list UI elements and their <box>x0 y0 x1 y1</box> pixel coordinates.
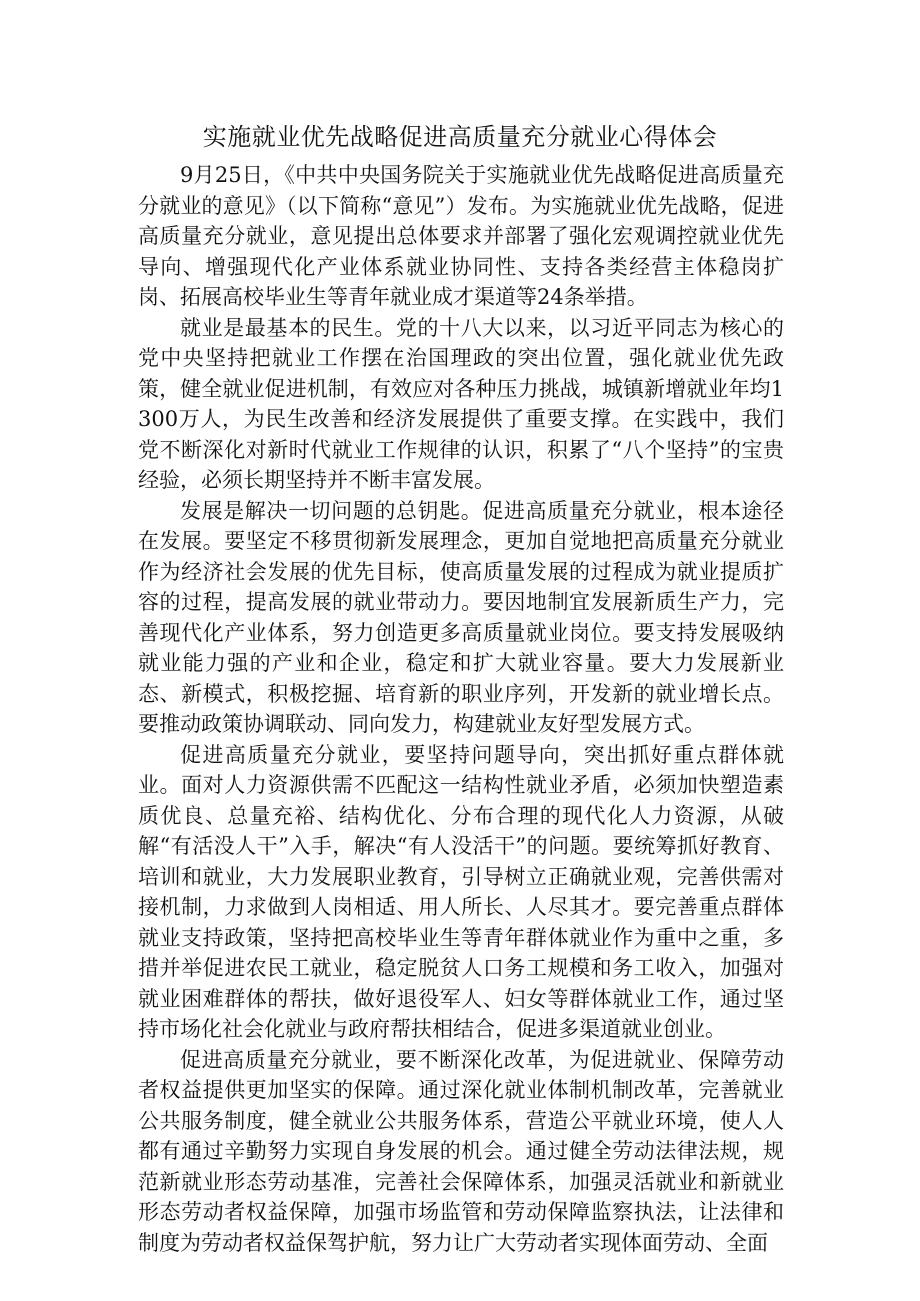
paragraph-1: 9月25日，《中共中央国务院关于实施就业优先战略促进高质量充分就业的意见》（以下简称“意见”）发布。为实施就业优先战略，促进高质量充分就业，意见提出总体要求并部署了强化宏观调控就业优先导向、增强现代化产业体系就业协同性、支持各类经营主体稳岗扩岗、拓展高校毕业生等青年就业成才渠道等24条举措。 <box>138 163 784 309</box>
paragraph-5: 促进高质量充分就业，要不断深化改革，为促进就业、保障劳动者权益提供更加坚实的保障。通过深化就业体制机制改革，完善就业公共服务制度，健全就业公共服务体系，营造公平就业环境，使人人都有通过辛勤努力实现自身发展的机会。通过健全劳动法律法规，规范新就业形态劳动基准，完善社会保障体系，加强灵活就业和新就业形态劳动者权益保障，加强市场监管和劳动保障监察执法，让法律和制度为劳动者权益保驾护航，努力让广大劳动者实现体面劳动、全面 <box>138 1047 784 1255</box>
paragraph-3: 发展是解决一切问题的总钥匙。促进高质量充分就业，根本途径在发展。要坚定不移贯彻新发展理念，更加自觉地把高质量充分就业作为经济社会发展的优先目标，使高质量发展的过程成为就业提质扩容的过程，提高发展的就业带动力。要因地制宜发展新质生产力，完善现代化产业体系，努力创造更多高质量就业岗位。要支持发展吸纳就业能力强的产业和企业，稳定和扩大就业容量。要大力发展新业态、新模式，积极挖掘、培育新的职业序列，开发新的就业增长点。要推动政策协调联动、同向发力，构建就业友好型发展方式。 <box>138 498 784 736</box>
document-title: 实施就业优先战略促进高质量充分就业心得体会 <box>202 123 718 151</box>
paragraph-2: 就业是最基本的民生。党的十八大以来，以习近平同志为核心的党中央坚持把就业工作摆在治国理政的突出位置，强化就业优先政策，健全就业促进机制，有效应对各种压力挑战，城镇新增就业年均1300万人，为民生改善和经济发展提供了重要支撑。在实践中，我们党不断深化对新时代就业工作规律的认识，积累了“八个坚持”的宝贵经验，必须长期坚持并不断丰富发展。 <box>138 315 784 492</box>
paragraph-4: 促进高质量充分就业，要坚持问题导向，突出抓好重点群体就业。面对人力资源供需不匹配这一结构性就业矛盾，必须加快塑造素质优良、总量充裕、结构优化、分布合理的现代化人力资源，从破解“有活没人干”入手，解决“有人没活干”的问题。要统筹抓好教育、培训和就业，大力发展职业教育，引导树立正确就业观，完善供需对接机制，力求做到人岗相适、用人所长、人尽其才。要完善重点群体就业支持政策，坚持把高校毕业生等青年群体就业作为重中之重，多措并举促进农民工就业，稳定脱贫人口务工规模和务工收入，加强对就业困难群体的帮扶，做好退役军人、妇女等群体就业工作，通过坚持市场化社会化就业与政府帮扶相结合，促进多渠道就业创业。 <box>138 742 784 1041</box>
document-body <box>138 160 784 1258</box>
